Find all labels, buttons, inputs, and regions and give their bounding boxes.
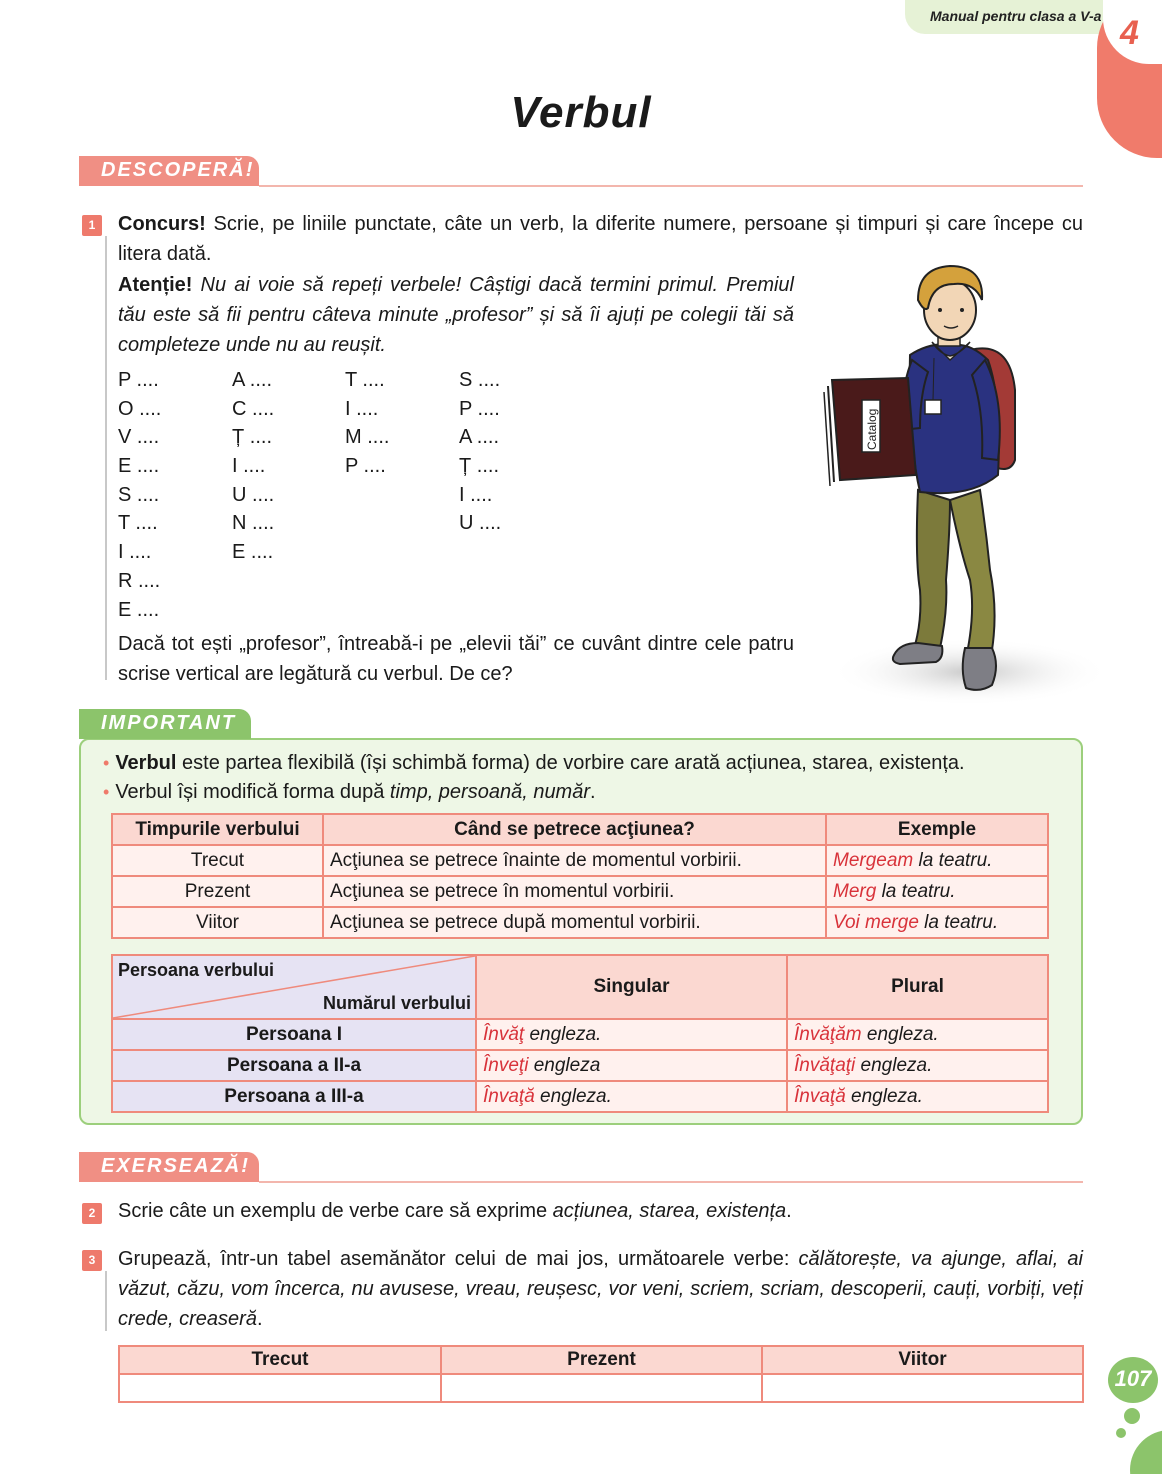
page-title: Verbul bbox=[510, 88, 652, 137]
table-row bbox=[119, 1374, 1083, 1402]
grouping-header: Viitor bbox=[762, 1346, 1083, 1374]
letter-line: M .... bbox=[345, 426, 390, 449]
letter-line: Ț .... bbox=[459, 455, 499, 478]
letter-column-4 bbox=[459, 366, 501, 538]
table-row bbox=[112, 1019, 1048, 1050]
letter-line: I .... bbox=[232, 455, 266, 478]
empty-cell bbox=[119, 1374, 441, 1402]
letter-line: V .... bbox=[118, 426, 160, 449]
student-illustration bbox=[820, 260, 1110, 710]
desc-cell: Acţiunea se petrece după momentul vorbirii. bbox=[323, 907, 826, 938]
section-divider bbox=[259, 1181, 1083, 1183]
plural-cell: Învaţă engleza. bbox=[787, 1081, 1048, 1112]
letter-line: P .... bbox=[459, 397, 500, 420]
singular-cell: Învaţă engleza. bbox=[476, 1081, 787, 1112]
letter-column-2 bbox=[232, 366, 274, 567]
letter-line: P .... bbox=[345, 455, 386, 478]
plural-cell: Învăţaţi engleza. bbox=[787, 1050, 1048, 1081]
empty-cell bbox=[762, 1374, 1083, 1402]
corner-top-label: Persoana verbului bbox=[118, 960, 275, 980]
letter-line: O .... bbox=[118, 397, 162, 420]
plural-cell: Învăţăm engleza. bbox=[787, 1019, 1048, 1050]
letter-line: U .... bbox=[232, 483, 275, 506]
bullet2-italic: timp, persoană, număr bbox=[389, 781, 591, 803]
person-cell: Persoana I bbox=[112, 1019, 476, 1050]
corner-decoration bbox=[1130, 1430, 1162, 1474]
letter-line: E .... bbox=[118, 598, 160, 621]
singular-header: Singular bbox=[476, 955, 787, 1019]
decor-dot bbox=[1116, 1428, 1126, 1438]
letter-line: C .... bbox=[232, 397, 275, 420]
section-important-label: IMPORTANT bbox=[79, 709, 251, 739]
table-row bbox=[112, 876, 1048, 907]
bullet-dot-icon: • bbox=[103, 782, 110, 802]
plural-header: Plural bbox=[787, 955, 1048, 1019]
page-number: 107 bbox=[1108, 1357, 1158, 1403]
letter-line: I .... bbox=[118, 541, 152, 564]
q2-text: Scrie câte un exemplu de verbe care să exprime acțiunea, starea, existența. bbox=[118, 1200, 792, 1222]
q1-note-bold: Atenție! bbox=[118, 274, 193, 296]
q1-intro-bold: Concurs! bbox=[118, 213, 206, 235]
tense-cell: Viitor bbox=[112, 907, 323, 938]
example-cell: Merg la teatru. bbox=[826, 876, 1048, 907]
question-bar bbox=[105, 236, 107, 680]
bullet1-bold: Verbul bbox=[115, 752, 177, 774]
section-practice-label: EXERSEAZĂ! bbox=[79, 1152, 259, 1182]
table-row bbox=[112, 907, 1048, 938]
bullet1-text: este partea flexibilă (își schimbă forma) de vorbire care arată acțiunea, starea, existența. bbox=[176, 752, 965, 774]
q1-note-text: Nu ai voie să repeți verbele! Câștigi dacă termini primul. Premiul tău este să fii pentru câteva minute „profesor” și să îi ajuți pe colegii tăi să completeze unde nu au reușit. bbox=[118, 274, 794, 356]
question-bar bbox=[105, 1271, 107, 1331]
decor-dot bbox=[1124, 1408, 1140, 1424]
singular-cell: Înveţi engleza bbox=[476, 1050, 787, 1081]
letter-column-1 bbox=[118, 366, 161, 624]
person-cell: Persoana a II-a bbox=[112, 1050, 476, 1081]
q1-intro-text: Scrie, pe liniile punctate, câte un verb, la diferite numere, persoane și timpuri și care începe cu litera dată. bbox=[118, 213, 1083, 265]
letter-line: N .... bbox=[232, 512, 275, 535]
section-discover-label: DESCOPERĂ! bbox=[79, 156, 259, 186]
letter-line: Ț .... bbox=[232, 426, 272, 449]
letter-line: R .... bbox=[118, 569, 161, 592]
letter-line: E .... bbox=[232, 541, 274, 564]
tense-cell: Trecut bbox=[112, 845, 323, 876]
empty-cell bbox=[441, 1374, 762, 1402]
section-divider bbox=[259, 185, 1083, 187]
letter-line: S .... bbox=[459, 369, 501, 391]
important-bullet-2 bbox=[103, 777, 596, 807]
important-bullet-1 bbox=[103, 748, 965, 778]
table-row bbox=[112, 845, 1048, 876]
manual-title: Manual pentru clasa a V-a bbox=[930, 8, 1102, 24]
question-number: 3 bbox=[82, 1250, 102, 1271]
letter-line: A .... bbox=[459, 426, 500, 449]
grouping-header: Prezent bbox=[441, 1346, 762, 1374]
q3-text: Grupează, într-un tabel asemănător celui de mai jos, următoarele verbe: călătorește, va ajunge, aflai, ai văzut, căzu, vom încerca, nu avusese, vreau, reușesc, vor veni, scriem, scriam, descoperii, cauți, vorbiți, veți crede, creaseră. bbox=[118, 1248, 1083, 1330]
person-cell: Persoana a III-a bbox=[112, 1081, 476, 1112]
letter-line: I .... bbox=[459, 483, 493, 506]
unit-number: 4 bbox=[1120, 14, 1139, 52]
tense-header: Când se petrece acţiunea? bbox=[323, 814, 826, 845]
letter-line: T .... bbox=[345, 369, 385, 391]
table-row bbox=[112, 1050, 1048, 1081]
grouping-header: Trecut bbox=[119, 1346, 441, 1374]
letter-column-3 bbox=[345, 366, 389, 481]
corner-bottom-label: Numărul verbului bbox=[322, 993, 471, 1013]
tense-header: Exemple bbox=[826, 814, 1048, 845]
letter-line: I .... bbox=[345, 397, 379, 420]
bullet2-end: . bbox=[590, 781, 596, 803]
q1-note bbox=[118, 270, 794, 360]
example-cell: Voi merge la teatru. bbox=[826, 907, 1048, 938]
table-row bbox=[112, 1081, 1048, 1112]
q1-outro: Dacă tot ești „profesor”, întreabă-i pe „elevii tăi” ce cuvânt dintre cele patru scrise vertical are legătură cu verbul. De ce? bbox=[118, 633, 794, 685]
letter-line: T .... bbox=[118, 512, 158, 535]
bullet-dot-icon: • bbox=[103, 753, 110, 773]
person-corner-cell bbox=[112, 955, 476, 1019]
bullet2-text: Verbul își modifică forma după bbox=[115, 781, 390, 803]
letter-line: E .... bbox=[118, 455, 160, 478]
grouping-table bbox=[118, 1345, 1084, 1403]
person-table bbox=[111, 954, 1049, 1113]
example-cell: Mergeam la teatru. bbox=[826, 845, 1048, 876]
letter-line: P .... bbox=[118, 369, 159, 391]
question-number: 2 bbox=[82, 1203, 102, 1224]
letter-line: A .... bbox=[232, 369, 273, 391]
letter-line: U .... bbox=[459, 512, 502, 535]
tense-table bbox=[111, 813, 1049, 939]
tense-header: Timpurile verbului bbox=[112, 814, 323, 845]
desc-cell: Acţiunea se petrece în momentul vorbirii. bbox=[323, 876, 826, 907]
question-number: 1 bbox=[82, 215, 102, 236]
letter-line: S .... bbox=[118, 483, 160, 506]
desc-cell: Acţiunea se petrece înainte de momentul vorbirii. bbox=[323, 845, 826, 876]
singular-cell: Învăţ engleza. bbox=[476, 1019, 787, 1050]
catalog-label: Catalog bbox=[865, 408, 879, 450]
tense-cell: Prezent bbox=[112, 876, 323, 907]
